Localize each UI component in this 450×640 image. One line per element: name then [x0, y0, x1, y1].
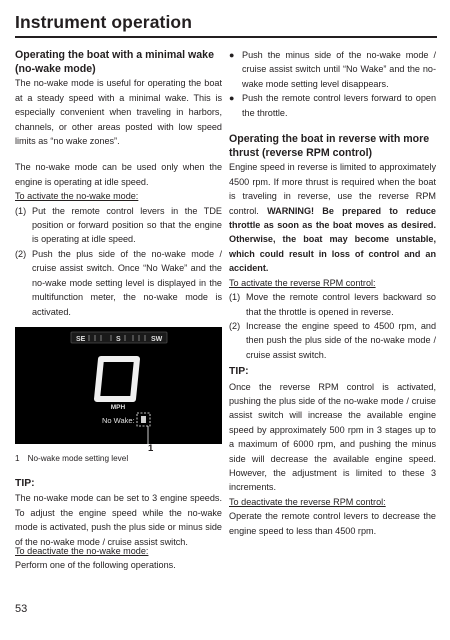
deactivate-reverse-rpm-title: To deactivate the reverse RPM control: [229, 496, 386, 507]
deactivate-no-wake-text: Perform one of the following operations. [15, 560, 176, 571]
step-item: (2) Push the plus side of the no-wake mode / cruise assist switch. Once “No Wake” and the no-wake mode setting level is displayed in the multifunction meter, the no-wake mode is activated. [15, 248, 222, 317]
deactivate-no-wake-bullets [229, 48, 436, 120]
activate-no-wake-title: To activate the no-wake mode: [15, 191, 139, 202]
reverse-rpm-intro: Engine speed in reverse is limited to approximately 4500 rpm. If more thrust is required when the boat is traveling in reverse, use the reverse RPM control. WARNING! Be prepared to reduce throttle as soon as the boat moves as desired. Otherwise, the boat may become unstable, which could result in loss of control and an accident. [229, 162, 436, 274]
compass-sw: SW [151, 335, 163, 343]
step-item: (1) Put the remote control levers in the TDE position or forward position so that the engine is operating at idle speed. [15, 205, 222, 245]
compass-se: SE [76, 335, 86, 343]
caption-number: 1 [15, 453, 20, 463]
speed-unit: MPH [110, 403, 126, 411]
deactivate-no-wake-block [15, 544, 222, 573]
header-rule [15, 36, 437, 38]
section-heading-no-wake: Operating the boat with a minimal wake (no-wake mode) [15, 49, 214, 76]
tip-text-no-wake: The no-wake mode can be set to 3 engine speeds. To adjust the engine speed while the no-wake mode is activated, push the plus side or minus side of the no-wake mode / cruise assist switch. [15, 493, 222, 547]
callout-number: 1 [148, 442, 154, 454]
tip-heading-no-wake: TIP: [15, 477, 35, 489]
section-heading-reverse-rpm: Operating the boat in reverse with more thrust (reverse RPM control) [229, 133, 430, 160]
multifunction-meter-display [15, 327, 222, 444]
step-item: (1) Move the remote control levers backward so that the throttle is opened in reverse. [229, 292, 436, 317]
tip-heading-reverse-rpm: TIP: [229, 366, 249, 378]
no-wake-level-indicator [141, 416, 146, 423]
deactivate-no-wake-title: To deactivate the no-wake mode: [15, 546, 149, 556]
compass-s: S [116, 335, 121, 343]
caption-text: No-wake mode setting level [27, 453, 129, 463]
page-header-title: Instrument operation [15, 12, 193, 32]
no-wake-intro: The no-wake mode is useful for operating the boat at a steady speed with a minimal wake. This is especially convenient when traveling in harbors, channels, or other areas posted with low speed limits as “no wake zones”. [15, 78, 222, 147]
step-item: (2) Increase the engine speed to 4500 rpm, and then push the plus side of the no-wake mode / cruise assist switch. [229, 320, 436, 360]
left-column [15, 48, 222, 549]
page-number: 53 [15, 603, 28, 615]
activate-reverse-rpm-title: To activate the reverse RPM control: [229, 277, 376, 288]
deactivate-reverse-rpm-text: Operate the remote control levers to decrease the engine speed to less than 4500 rpm. [229, 511, 436, 536]
figure-caption [15, 444, 222, 464]
activate-no-wake-steps [15, 204, 222, 319]
activate-reverse-rpm-steps [229, 290, 436, 362]
right-column [229, 48, 436, 538]
bullet-item: ● Push the remote control levers forward to open the throttle. [229, 93, 436, 118]
no-wake-idle-note: The no-wake mode can be used only when the engine is operating at idle speed. [15, 162, 222, 187]
warning-text: WARNING! Be prepared to reduce throttle as soon as the boat moves as desired. Otherwise, the boat may become unstable, which could result in loss of control and an accident. [229, 205, 436, 274]
meter-graphic [15, 327, 222, 444]
bullet-item: ● Push the minus side of the no-wake mode / cruise assist switch until “No Wake” and the no-wake mode setting level disappears. [229, 50, 436, 89]
tip-text-reverse-rpm: Once the reverse RPM control is activated, pushing the plus side of the no-wake mode / cruise assist switch will increase the available engine speed by approximately 500 rpm in 3 stages up to a maximum of 6000 rpm, and pushing the minus side will decrease the available engine speed. However, the adjustment is limited to these 3 increments. [229, 381, 436, 493]
no-wake-label: No Wake: [102, 415, 135, 425]
